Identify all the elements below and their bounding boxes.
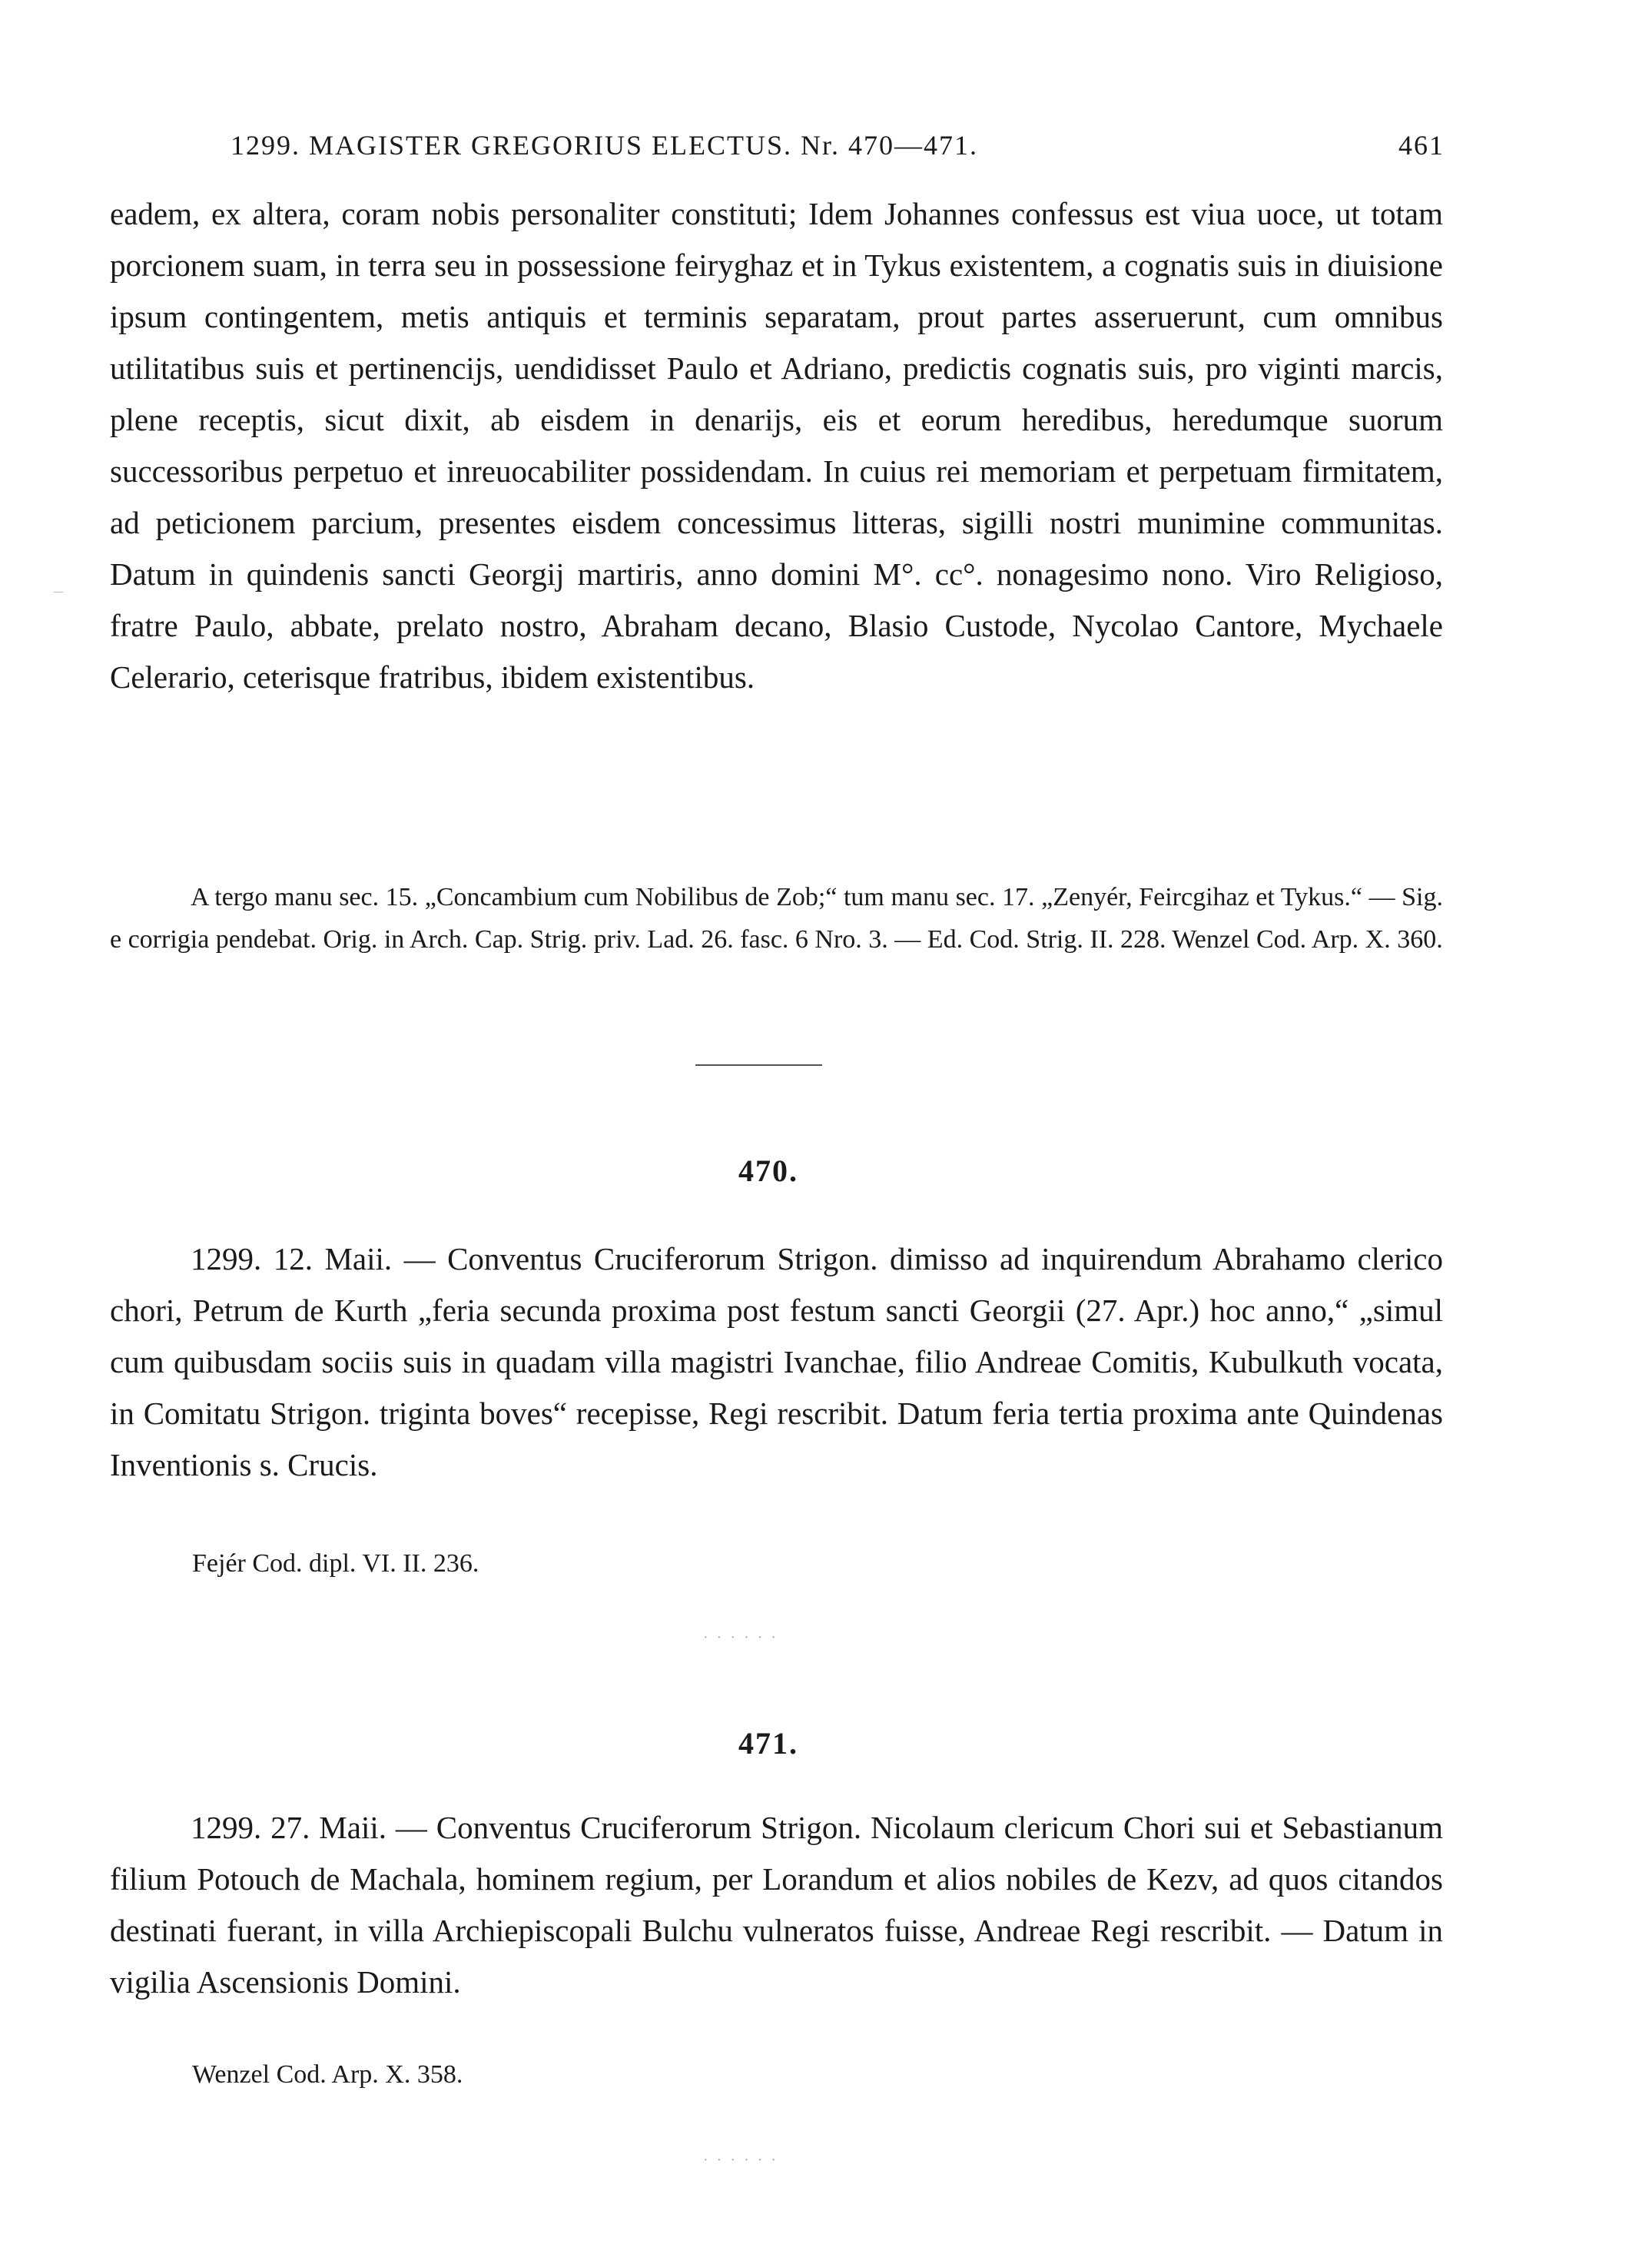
page-number: 461 <box>1398 130 1445 161</box>
running-header <box>231 129 1445 161</box>
doc-470-number: 470. <box>738 1153 798 1188</box>
section-divider-dots: · · · · · · <box>703 1629 778 1646</box>
doc-471-number: 471. <box>738 1726 798 1761</box>
doc-469-body: eadem, ex altera, coram nobis personaliter constituti; Idem Johannes confessus est viua uoce, ut totam porcionem suam, in terra seu in possessione feiryghaz et in Tykus existentem, a cognatis suis in diuisione ipsum contingentem, metis antiquis et terminis separatam, prout partes asseruerunt, cum omnibus utilitatibus suis et pertinencijs, uendidisset Paulo et Adriano, predictis cognatis suis, pro viginti marcis, plene receptis, sicut dixit, ab eisdem in denarijs, eis et eorum heredibus, heredumque suorum successoribus perpetuo et inreuocabiliter possidendam. In cuius rei memoriam et perpetuam firmitatem, ad peticionem parcium, presentes eisdem concessimus litteras, sigilli nostri munimine communitas. Datum in quindenis sancti Georgij martiris, anno domini M°. cc°. nonagesimo nono. Viro Religioso, fratre Paulo, abbate, prelato nostro, Abraham decano, Blasio Custode, Nycolao Cantore, Mychaele Celerario, ceterisque fratribus, ibidem existentibus. <box>110 196 1443 695</box>
header-title: 1299. MAGISTER GREGORIUS ELECTUS. Nr. 470—471. <box>231 130 979 161</box>
end-divider-dots: · · · · · · <box>703 2152 778 2169</box>
doc-470-citation: Fejér Cod. dipl. VI. II. 236. <box>192 1549 479 1578</box>
doc-471-body: 1299. 27. Maii. — Conventus Cruciferorum Strigon. Nicolaum clericum Chori sui et Sebastianum filium Potouch de Machala, hominem regium, per Lorandum et alios nobiles de Kezv, ad quos citandos destinati fuerant, in villa Archiepiscopali Bulchu vulneratos fuisse, Andreae Regi rescribit. — Datum in vigilia Ascensionis Domini. <box>110 1810 1443 2000</box>
doc-471-citation: Wenzel Cod. Arp. X. 358. <box>192 2060 463 2089</box>
doc-469-continuation <box>110 188 1443 703</box>
doc-469-source-note: A tergo manu sec. 15. „Concambium cum Nobilibus de Zob;“ tum manu sec. 17. „Zenyér, Feircgihaz et Tykus.“ — Sig. e corrigia pendebat. Orig. in Arch. Cap. Strig. priv. Lad. 26. fasc. 6 Nro. 3. — Ed. Cod. Strig. II. 228. Wenzel Cod. Arp. X. 360. <box>110 883 1443 954</box>
section-divider <box>695 1064 822 1066</box>
doc-470-body: 1299. 12. Maii. — Conventus Cruciferorum Strigon. dimisso ad inquirendum Abrahamo clerico chori, Petrum de Kurth „feria secunda proxima post festum sancti Georgii (27. Apr.) hoc anno,“ „simul cum quibusdam sociis suis in quadam villa magistri Ivanchae, filio Andreae Comitis, Kubulkuth vocata, in Comitatu Strigon. triginta boves“ recepisse, Regi rescribit. Datum feria tertia proxima ante Quindenas Inventionis s. Crucis. <box>110 1241 1443 1482</box>
